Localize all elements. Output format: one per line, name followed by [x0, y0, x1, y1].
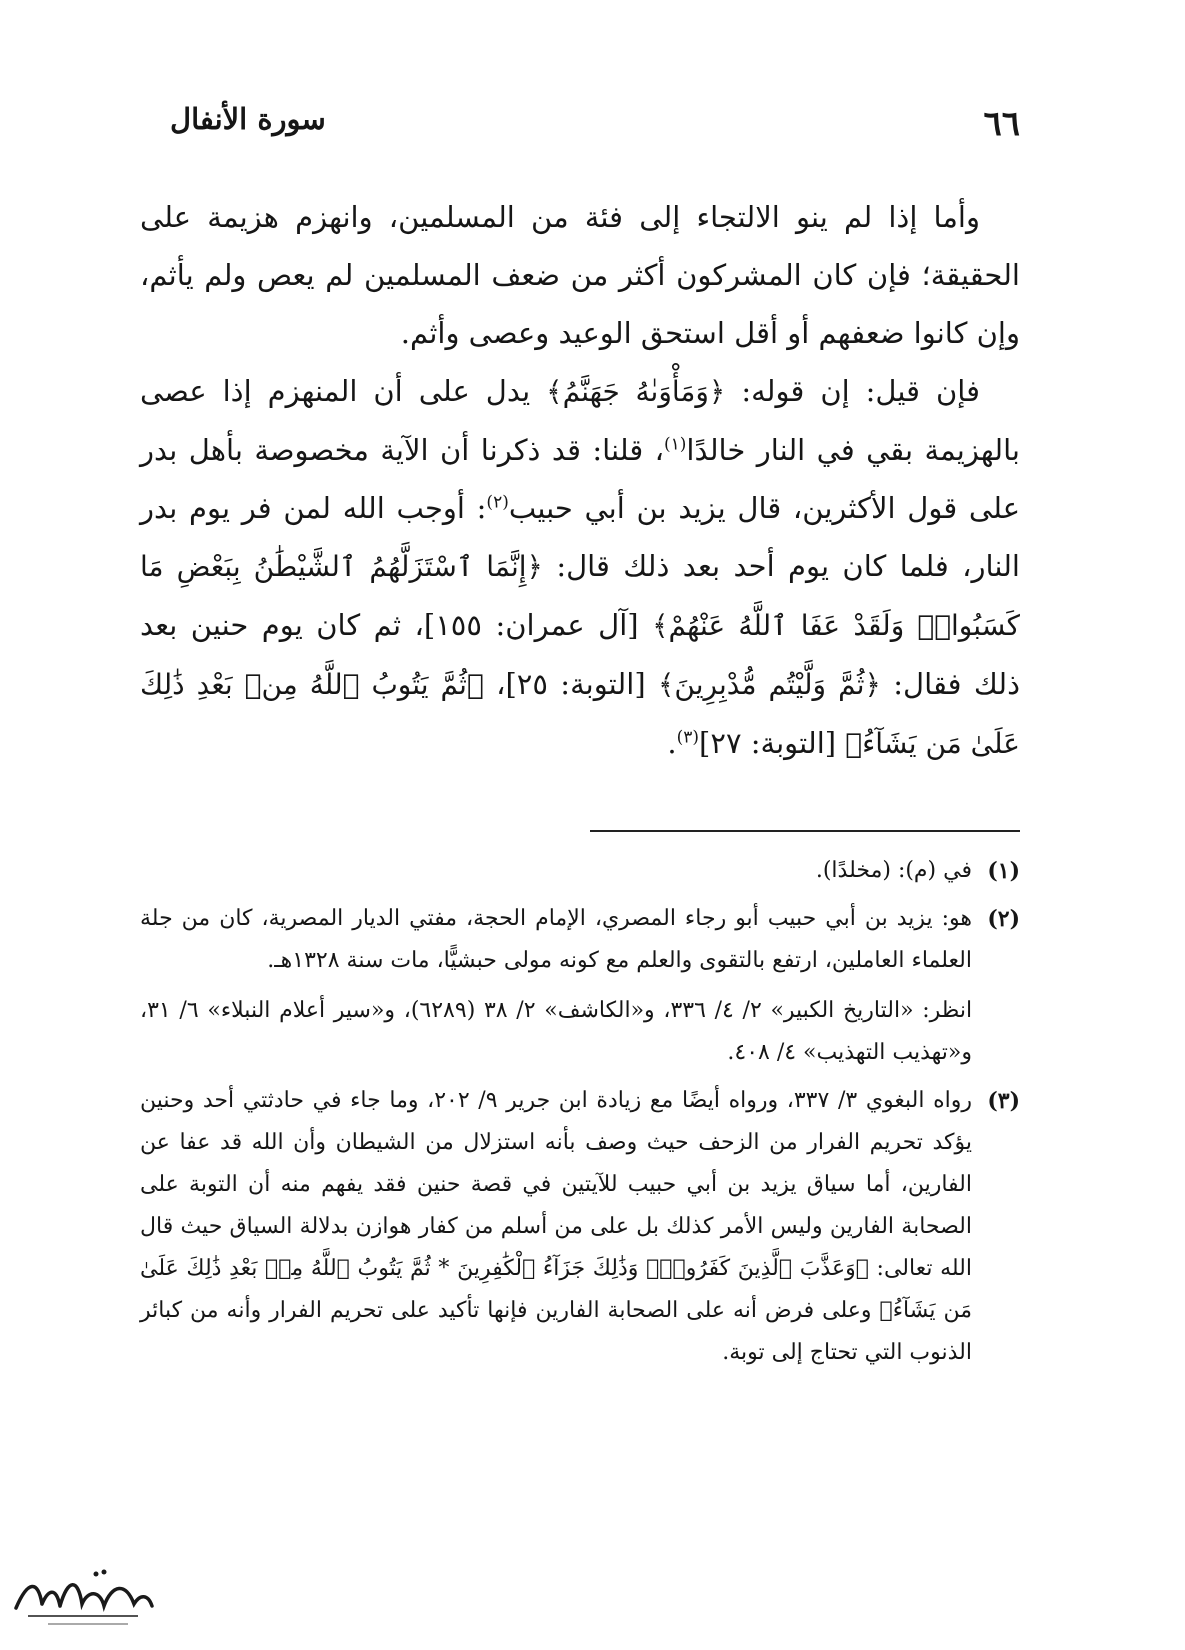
quran-verse: ﴿إِنَّمَا ٱسْتَزَلَّهُمُ ٱلشَّيْطَٰنُ بِبَعْضِ مَا كَسَبُوا۟ۖ وَلَقَدْ عَفَا ٱللَّهُ عَنْهُمْ﴾ [140, 550, 1021, 642]
footnote-ref-2[interactable]: (٢) [486, 492, 509, 513]
footnote-ref-3[interactable]: (٣) [676, 727, 700, 748]
paragraph-2 [140, 362, 1020, 773]
page-header [170, 102, 1020, 148]
surah-title: سورة الأنفال [170, 102, 326, 136]
footnote-3 [140, 1080, 1020, 1374]
footnote-ref-1[interactable]: (١) [664, 434, 687, 455]
footnotes [140, 850, 1020, 1380]
footnote-text: هو: يزيد بن أبي حبيب أبو رجاء المصري، الإمام الحجة، مفتي الديار المصرية، كان من جلة العلماء العاملين، ارتفع بالتقوى والعلم مع كونه مولى حبشيًّا، مات سنة ١٣٢٨هـ. [140, 906, 972, 973]
text-segment: ، قلنا: قد ذكرنا أن الآية مخصوصة بأهل بدر على قول الأكثرين، قال يزيد بن أبي حبيب [140, 433, 1020, 525]
text-segment: فإن قيل: إن قوله: [725, 374, 980, 408]
paragraph-1: وأما إذا لم ينو الالتجاء إلى فئة من المسلمين، وانهزم هزيمة على الحقيقة؛ فإن كان المشركون أكثر من ضعف المسلمين لم يعص ولم يأثم، وإن كانوا ضعفهم أو أقل استحق الوعيد وعصى وأثم. [140, 200, 1020, 350]
footnote-number: (١) [987, 858, 1020, 884]
text-segment: : أوجب الله لمن فر يوم بدر النار، فلما كان يوم أحد بعد ذلك قال: [140, 491, 1020, 583]
text-segment: يدل على أن المنهزم إذا عصى بالهزيمة بقي في النار خالدًا [140, 374, 1020, 467]
footnote-references: انظر: «التاريخ الكبير» ٢/ ٤/ ٣٣٦، و«الكاشف» ٢/ ٣٨ (٦٢٨٩)، و«سير أعلام النبلاء» ٦/ ٣١، و«تهذيب التهذيب» ٤/ ٤٠٨. [140, 998, 973, 1065]
footnote-number: (٢) [987, 906, 1020, 932]
footnote-text: في (م): (مخلدًا). [815, 858, 972, 883]
footnote-text: رواه البغوي ٣/ ٣٣٧، ورواه أيضًا مع زيادة ابن جرير ٩/ ٢٠٢، وما جاء في حادثتي أحد وحنين يؤكد تحريم الفرار من الزحف حيث وصف بأنه استزلال من الشيطان وأن الله قد عفا عن الفارين، أما سياق يزيد بن أبي حبيب للآيتين في قصة حنين فقد يفهم منه أن التوبة على الصحابة الفارين وليس الأمر كذلك بل على من أسلم من كفار هوازن بدلالة السياق حيث قال الله تعالى: ﴿وَعَذَّبَ ٱلَّذِينَ كَفَرُوا۟ۚ وَذَٰلِكَ جَزَآءُ ٱلْكَٰفِرِينَ * ثُمَّ يَتُوبُ ٱللَّهُ مِنۢ بَعْدِ ذَٰلِكَ عَلَىٰ مَن يَشَآءُ﴾ وعلى فرض أنه على الصحابة الفارين فإنها تأكيد على تحريم الفرار وأنه من كبائر الذنوب التي تحتاج إلى توبة. [140, 1088, 972, 1365]
quran-verse: ﴿وَمَأْوَىٰهُ جَهَنَّمُ﴾ [546, 375, 726, 408]
text-segment: [التوبة: ٢٧] [699, 726, 846, 760]
text-segment: [التوبة: ٢٥]، [483, 667, 658, 701]
text-segment: [آل عمران: ١٥٥]، ثم كان يوم حنين بعد ذلك فقال: [140, 608, 1021, 701]
footnote-1 [140, 850, 1020, 892]
footnote-number: (٣) [987, 1088, 1020, 1114]
text-segment: . [667, 726, 677, 760]
footnote-2 [140, 898, 1020, 1074]
quran-verse: ﴿ثُمَّ يَتُوبُ ٱللَّهُ مِنۢ بَعْدِ ذَٰلِكَ عَلَىٰ مَن يَشَآءُ﴾ [140, 668, 1020, 760]
calligraphy-logo-svg [8, 1560, 158, 1630]
page-number: ٦٦ [983, 104, 1020, 144]
quran-verse: ﴿ثُمَّ وَلَّيْتُم مُّدْبِرِينَ﴾ [657, 668, 881, 701]
footnote-separator [590, 830, 1020, 832]
calligraphy-logo-icon [8, 1560, 158, 1630]
main-text [140, 188, 1020, 773]
